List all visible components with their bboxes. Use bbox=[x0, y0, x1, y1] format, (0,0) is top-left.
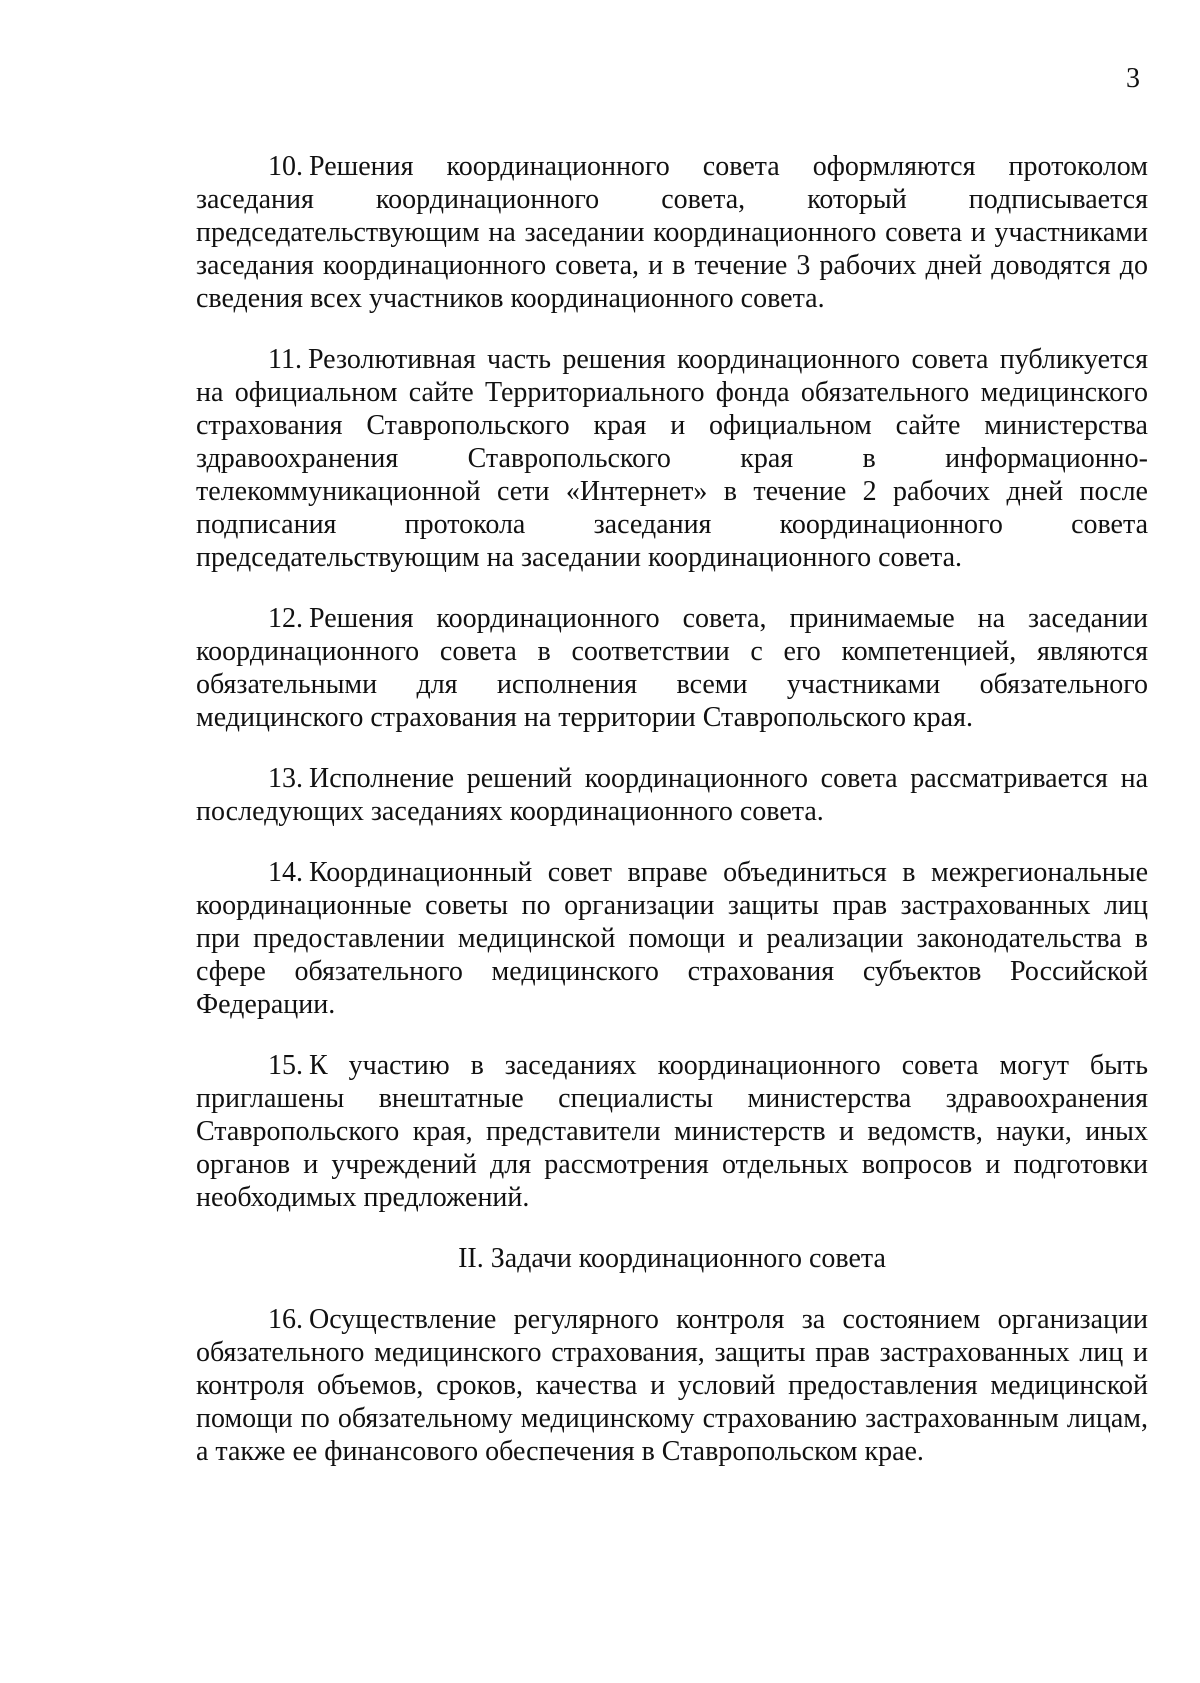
paragraph-13 bbox=[196, 762, 1148, 828]
paragraph-16 bbox=[196, 1303, 1148, 1468]
paragraph-14 bbox=[196, 856, 1148, 1021]
paragraph-number: 15. bbox=[268, 1050, 303, 1081]
paragraph-text: Решения координационного совета, принимаемые на заседании координационного совета в соответствии с его компетенцией, являются обязательными для исполнения всеми участниками обязательного медицинского страхования на территории Ставропольского края. bbox=[196, 603, 1148, 733]
paragraph-number: 13. bbox=[268, 763, 303, 794]
paragraph-11 bbox=[196, 343, 1148, 574]
paragraph-number: 16. bbox=[268, 1304, 303, 1335]
paragraph-text: Резолютивная часть решения координационного совета публикуется на официальном сайте Территориального фонда обязательного медицинского страхования Ставропольского края и официальном сайте министерства здравоохранения Ставропольского края в информационно-телекоммуникационной сети «Интернет» в течение 2 рабочих дней после подписания протокола заседания координационного совета председательствующим на заседании координационного совета. bbox=[196, 344, 1148, 573]
paragraph-number: 10. bbox=[268, 151, 303, 182]
paragraph-text: Исполнение решений координационного совета рассматривается на последующих заседаниях координационного совета. bbox=[196, 763, 1148, 827]
paragraph-text: Координационный совет вправе объединиться в межрегиональные координационные советы по организации защиты прав застрахованных лиц при предоставлении медицинской помощи и реализации законодательства в сфере обязательного медицинского страхования субъектов Российской Федерации. bbox=[196, 857, 1148, 1020]
paragraph-10 bbox=[196, 150, 1148, 315]
paragraph-number: 12. bbox=[268, 603, 303, 634]
section-title: II. Задачи координационного совета bbox=[458, 1243, 886, 1274]
paragraph-number: 14. bbox=[268, 857, 303, 888]
paragraph-15 bbox=[196, 1049, 1148, 1214]
document-body bbox=[196, 150, 1148, 1496]
paragraph-12 bbox=[196, 602, 1148, 734]
paragraph-text: Осуществление регулярного контроля за состоянием организации обязательного медицинского страхования, защиты прав застрахованных лиц и контроля объемов, сроков, качества и условий предоставления медицинской помощи по обязательному медицинскому страхованию застрахованным лицам, а также ее финансового обеспечения в Ставропольском крае. bbox=[196, 1304, 1148, 1467]
paragraph-number: 11. bbox=[268, 344, 302, 375]
paragraph-text: Решения координационного совета оформляются протоколом заседания координационного совета, который подписывается председательствующим на заседании координационного совета и участниками заседания координационного совета, и в течение 3 рабочих дней доводятся до сведения всех участников координационного совета. bbox=[196, 151, 1148, 314]
paragraph-text: К участию в заседаниях координационного совета могут быть приглашены внештатные специалисты министерства здравоохранения Ставропольского края, представители министерств и ведомств, науки, иных органов и учреждений для рассмотрения отдельных вопросов и подготовки необходимых предложений. bbox=[196, 1050, 1148, 1213]
page-number: 3 bbox=[1126, 63, 1140, 94]
